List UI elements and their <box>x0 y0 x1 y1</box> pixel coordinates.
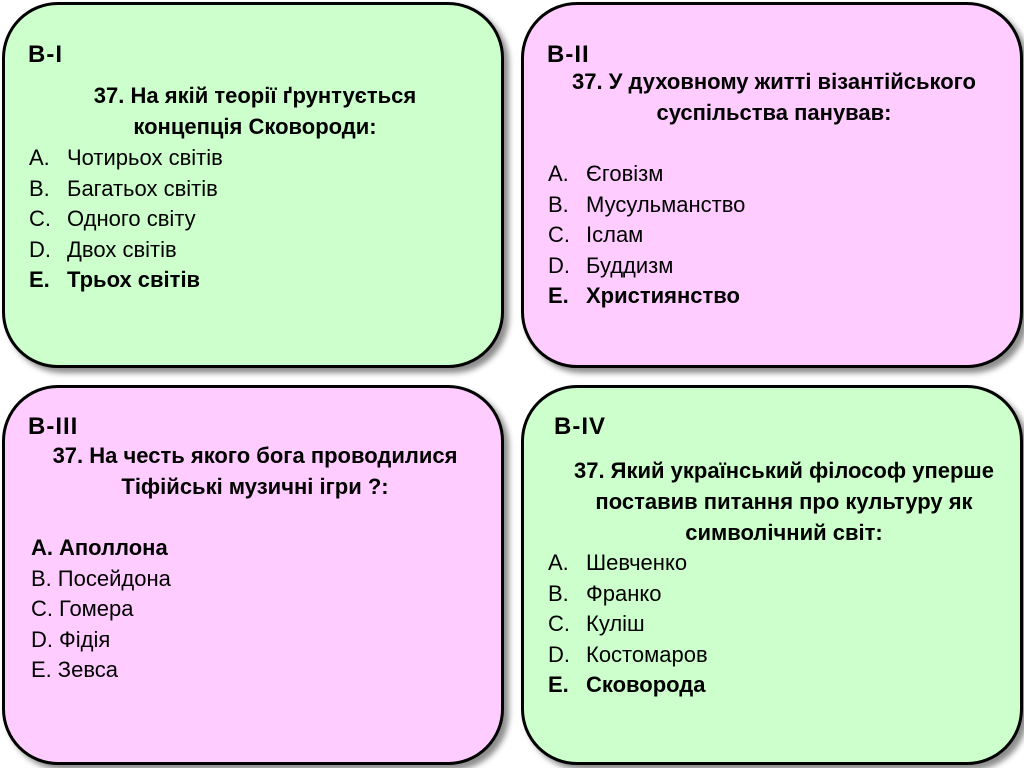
option-text: Посейдона <box>57 565 171 591</box>
option-text: Іслам <box>586 222 644 247</box>
answer-option-c <box>31 594 171 625</box>
option-letter: B. <box>548 580 569 606</box>
answer-option-d <box>548 640 708 671</box>
answer-option-a <box>29 143 223 174</box>
option-text: Шевченко <box>586 550 688 575</box>
option-letter: A. <box>548 161 569 186</box>
option-text: Чотирьох світів <box>67 145 223 170</box>
option-letter: D. <box>548 641 570 667</box>
answer-option-c <box>548 220 745 251</box>
option-letter: B. <box>31 565 52 591</box>
option-text: Єговізм <box>586 161 664 186</box>
answer-option-a <box>548 159 745 190</box>
variant-label: В-I <box>28 41 63 68</box>
option-letter: C. <box>548 611 570 636</box>
option-letter: E. <box>29 267 50 292</box>
option-text: Куліш <box>586 611 645 636</box>
option-letter: B. <box>548 191 569 217</box>
option-text: Одного світу <box>67 206 196 231</box>
option-text: Франко <box>586 580 662 606</box>
option-letter: D. <box>548 252 570 278</box>
option-text: Зевса <box>57 657 118 682</box>
question-text: 37. На якій теорії ґрунтується концепція Сковороди: <box>93 83 417 139</box>
answer-option-b <box>548 579 708 610</box>
answer-option-b <box>548 190 745 221</box>
answer-option-c <box>548 609 708 640</box>
option-letter: C. <box>548 222 570 247</box>
answer-option-d <box>31 625 171 656</box>
quiz-card-variant-3 <box>2 385 504 765</box>
answer-option-b <box>31 564 171 595</box>
answer-option-d <box>29 235 223 266</box>
option-letter: C. <box>31 596 53 621</box>
answer-option-d <box>548 251 745 282</box>
quiz-card-variant-1 <box>2 2 504 368</box>
option-letter: A. <box>29 145 50 170</box>
option-text: Багатьох світів <box>67 175 218 201</box>
option-letter: E. <box>548 672 569 697</box>
answer-option-e <box>31 655 171 686</box>
question-text: 37. На честь якого бога проводилися Тіфійські музичні ігри ?: <box>52 443 458 499</box>
option-text: Двох світів <box>67 236 177 262</box>
answer-options <box>548 159 745 312</box>
question-text: 37. Який український філософ уперше поставив питання про культуру як символічний світ: <box>573 458 994 545</box>
variant-label: В-IV <box>554 413 606 440</box>
answer-option-e-correct <box>548 670 708 701</box>
option-letter: D. <box>29 236 51 262</box>
quiz-card-variant-2 <box>521 2 1023 368</box>
answer-option-c <box>29 204 223 235</box>
option-text: Аполлона <box>59 535 168 560</box>
answer-option-b <box>29 174 223 205</box>
option-letter: A. <box>31 535 53 560</box>
option-text: Християнство <box>586 283 740 308</box>
option-text: Буддизм <box>586 252 674 278</box>
variant-label: В-II <box>547 41 590 68</box>
option-letter: D. <box>31 626 53 652</box>
variant-label: В-III <box>28 413 79 440</box>
option-text: Фідія <box>59 626 111 652</box>
option-letter: C. <box>29 206 51 231</box>
question-text: 37. У духовному житті візантійського суспільства панував: <box>572 69 976 125</box>
option-text: Костомаров <box>586 641 708 667</box>
option-letter: E. <box>548 283 569 308</box>
option-text: Гомера <box>59 596 134 621</box>
quiz-card-variant-4 <box>521 385 1023 765</box>
answer-options <box>31 533 171 686</box>
option-letter: A. <box>548 550 569 575</box>
answer-option-a <box>548 548 708 579</box>
answer-option-a-correct <box>31 533 171 564</box>
option-text: Мусульманство <box>586 191 746 217</box>
answer-option-e-correct <box>548 281 745 312</box>
option-text: Трьох світів <box>67 267 201 292</box>
option-text: Сковорода <box>586 672 706 697</box>
option-letter: E. <box>31 657 52 682</box>
answer-options <box>548 548 708 701</box>
option-letter: B. <box>29 175 50 201</box>
answer-options <box>29 143 223 296</box>
answer-option-e-correct <box>29 265 223 296</box>
